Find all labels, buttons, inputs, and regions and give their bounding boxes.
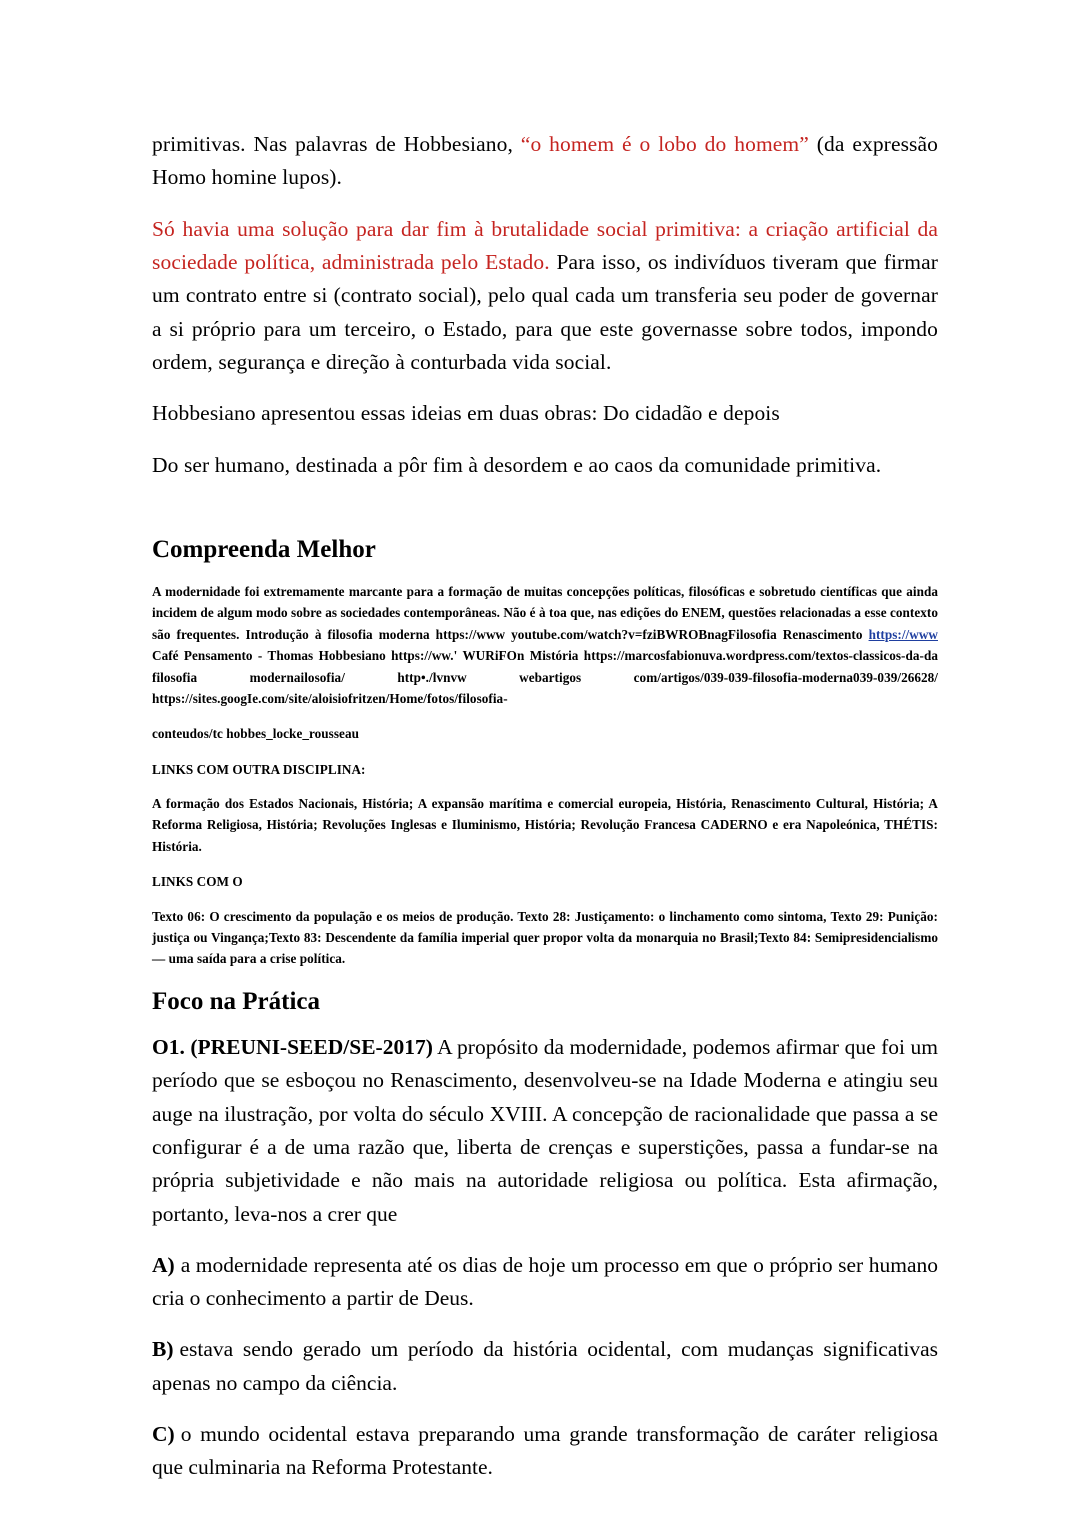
option-c-letter: C) — [152, 1422, 175, 1447]
quote-highlight-red: “o homem é o lobo do homem” — [520, 132, 809, 156]
section-heading-foco-na-pratica: Foco na Prática — [152, 987, 321, 1015]
section-heading-compreenda-melhor: Compreenda Melhor — [152, 535, 376, 563]
compreenda-intro-text-a: A modernidade foi extremamente marcante para a formação de muitas concepções políticas, filosóficas e sobretudo científicas que ainda incidem de algum modo sobre as sociedades contemporâneas. Não é à toa que, nas edições do ENEM, questões relacionadas a esse contexto são frequentes. Introdução à filosofia moderna https://www youtube.com/watch?v=fziBWROBnagFilosofia Renascimento — [152, 584, 938, 642]
links-com-o-body: Texto 06: O crescimento da população e os meios de produção. Texto 28: Justiçamento: o linchamento como sintoma, Texto 29: Punição: justiça ou Vingança;Texto 83: Descendente da família imperial quer propor volta da monarquia no Brasil;Texto 84: Semipresidencialismo — uma saída para a crise política. — [152, 908, 938, 967]
links-com-o-label: LINKS COM O — [152, 874, 243, 890]
option-a-letter: A) — [152, 1252, 175, 1277]
question-statement: A propósito da modernidade, podemos afirmar que foi um período que se esboçou no Renascimento, desenvolveu-se na Idade Moderna e atingiu seu auge na ilustração, por volta do século XVIII. A concepção de racionalidade que passa a se configurar é a de uma razão que, liberta de crenças e superstições, passa a fundar-se na própria subjetividade e não mais na autoridade religiosa ou política. Esta afirmação, portanto, leva-nos a crer que — [152, 1034, 939, 1226]
question-number-source: O1. (PREUNI-SEED/SE-2017) — [152, 1034, 433, 1059]
paragraph-highlight-red: Só havia uma solução para dar fim à brutalidade social primitiva: a criação artificial da sociedade política, administrada pelo Estado. — [152, 216, 938, 274]
compreenda-intro-paragraph — [152, 581, 938, 709]
option-b-letter: B) — [152, 1337, 174, 1362]
question-01 — [152, 1031, 938, 1231]
paragraph-text-lead: primitivas. Nas palavras de Hobbesiano, — [152, 132, 521, 156]
paragraph-hobbes-quote — [152, 128, 938, 195]
paragraph-text-body: Para isso, os indivíduos tiveram que firmar um contrato entre si (contrato social), pelo qual cada um transferia seu poder de governar a si próprio para um terceiro, o Estado, para que este governasse sobre todos, impondo ordem, segurança e direção à conturbada vida social. — [152, 249, 939, 374]
option-b-text: estava sendo gerado um período da história ocidental, com mudanças significativas apenas no campo da ciência. — [152, 1337, 938, 1395]
option-a[interactable] — [152, 1249, 938, 1316]
paragraph-duas-obras: Hobbesiano apresentou essas ideias em duas obras: Do cidadão e depois — [152, 401, 780, 426]
option-b[interactable] — [152, 1333, 938, 1400]
compreenda-intro-text-b: Café Pensamento - Thomas Hobbesiano https://ww.' WURiFOn Mistória https://marcosfabionuva.wordpress.com/textos-classicos-da-da filosofia modernailosofia/ http•./lvnvw webartigos com/artigos/039-039-filosofia-moderna039-039/26628/ https://sites.googIe.com/site/aloisiofritzen/Home/fotos/filosofia- — [152, 648, 938, 706]
links-outra-disciplina-body: A formação dos Estados Nacionais, História; A expansão marítima e comercial europeia, História, Renascimento Cultural, História; A Reforma Religiosa, História; Revoluções Inglesas e Iluminismo, História; Revolução Francesa CADERNO e era Napoleónica, THÉTIS: História. — [152, 796, 938, 854]
option-c-text: o mundo ocidental estava preparando uma grande transformação de caráter religiosa que culminaria na Reforma Protestante. — [152, 1422, 938, 1480]
hyperlink-https-www[interactable]: https://www — [868, 626, 938, 642]
compreenda-url-continuation: conteudos/tc hobbes_locke_rousseau — [152, 726, 359, 742]
paragraph-do-ser-humano: Do ser humano, destinada a pôr fim à desordem e ao caos da comunidade primitiva. — [152, 452, 882, 477]
paragraph-text-tail: (da expressão Homo homine lupos). — [152, 132, 939, 190]
option-a-text: a modernidade representa até os dias de hoje um processo em que o próprio ser humano cria o conhecimento a partir de Deus. — [152, 1252, 938, 1311]
option-c[interactable] — [152, 1418, 938, 1485]
links-outra-disciplina-label: LINKS COM OUTRA DISCIPLINA: — [152, 761, 366, 777]
paragraph-contrato-social — [152, 213, 938, 380]
